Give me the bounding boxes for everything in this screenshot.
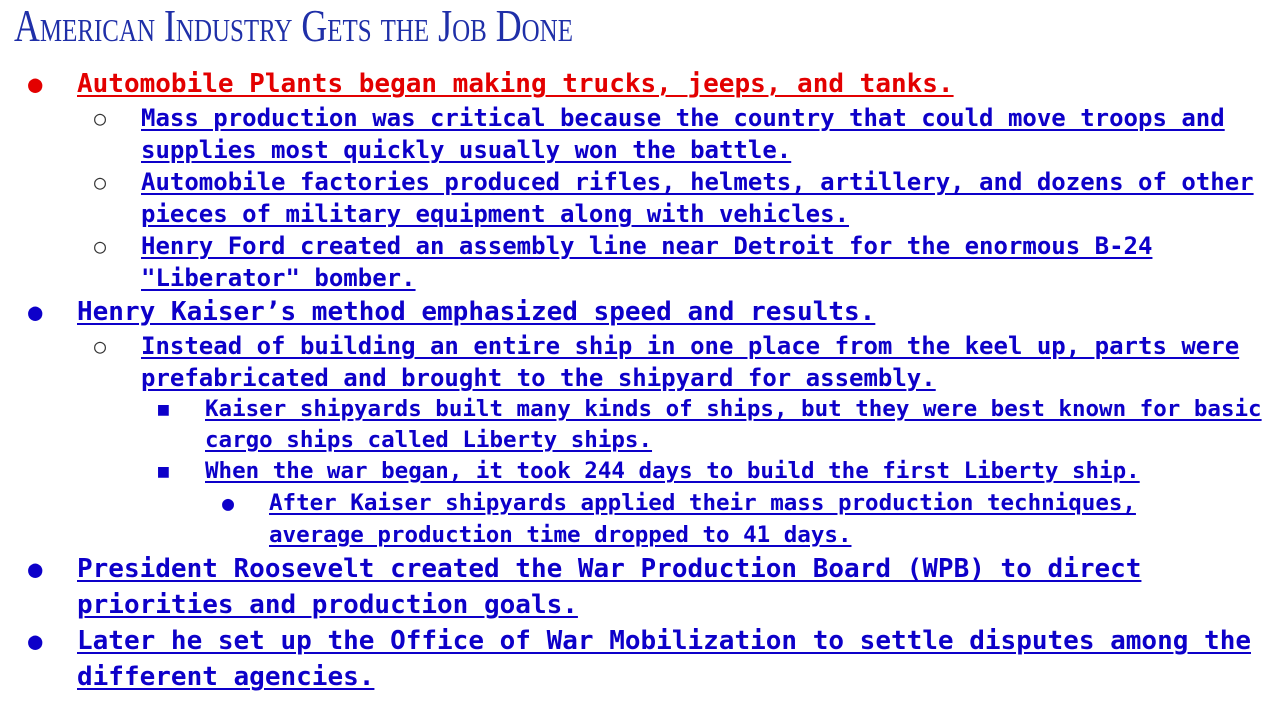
list-item [0, 330, 1270, 394]
list-item [0, 66, 1260, 102]
list-item-text: Later he set up the Office of War Mobilization to settle disputes among the different agencies. [77, 626, 1251, 692]
bullet-square-icon: ■ [158, 399, 169, 420]
bullet-filled-circle-icon: ● [28, 70, 43, 98]
list-item [0, 487, 1150, 551]
list-item [0, 166, 1270, 230]
list-item-text: When the war began, it took 244 days to build the first Liberty ship. [205, 458, 1140, 484]
bullet-square-icon: ■ [158, 461, 169, 482]
list-item [0, 394, 1270, 456]
bullet-hollow-circle-icon: ○ [94, 334, 107, 358]
list-item [0, 456, 1270, 487]
list-item [0, 230, 1270, 294]
list-item-text: After Kaiser shipyards applied their mass production techniques, average production time dropped to 41 days. [269, 490, 1136, 548]
list-item-text: Automobile factories produced rifles, helmets, artillery, and dozens of other pieces of military equipment along with vehicles. [141, 168, 1254, 228]
list-item [0, 623, 1260, 695]
list-item [0, 102, 1270, 166]
bullet-filled-circle-icon: ● [28, 627, 43, 655]
list-item [0, 294, 1260, 330]
list-item-text: Henry Ford created an assembly line near Detroit for the enormous B-24 "Liberator" bomber. [141, 232, 1153, 292]
slide-title: American Industry Gets the Job Done [14, 0, 573, 51]
bullet-hollow-circle-icon: ○ [94, 106, 107, 130]
list-item-text: Kaiser shipyards built many kinds of ships, but they were best known for basic cargo ships called Liberty ships. [205, 396, 1262, 453]
bullet-hollow-circle-icon: ○ [94, 234, 107, 258]
bullet-hollow-circle-icon: ○ [94, 170, 107, 194]
list-item-text: Instead of building an entire ship in one place from the keel up, parts were prefabricated and brought to the shipyard for assembly. [141, 332, 1240, 392]
bullet-list [0, 66, 1280, 695]
list-item-text: Automobile Plants began making trucks, jeeps, and tanks. [77, 69, 954, 99]
bullet-filled-circle-icon: ● [28, 298, 43, 326]
list-item-text: President Roosevelt created the War Production Board (WPB) to direct priorities and production goals. [77, 554, 1142, 620]
list-item-text: Henry Kaiser’s method emphasized speed and results. [77, 297, 876, 327]
bullet-filled-circle-icon: ● [28, 555, 43, 583]
list-item-text: Mass production was critical because the country that could move troops and supplies most quickly usually won the battle. [141, 104, 1225, 164]
bullet-filled-circle-icon: ● [222, 491, 235, 515]
list-item [0, 551, 1260, 623]
